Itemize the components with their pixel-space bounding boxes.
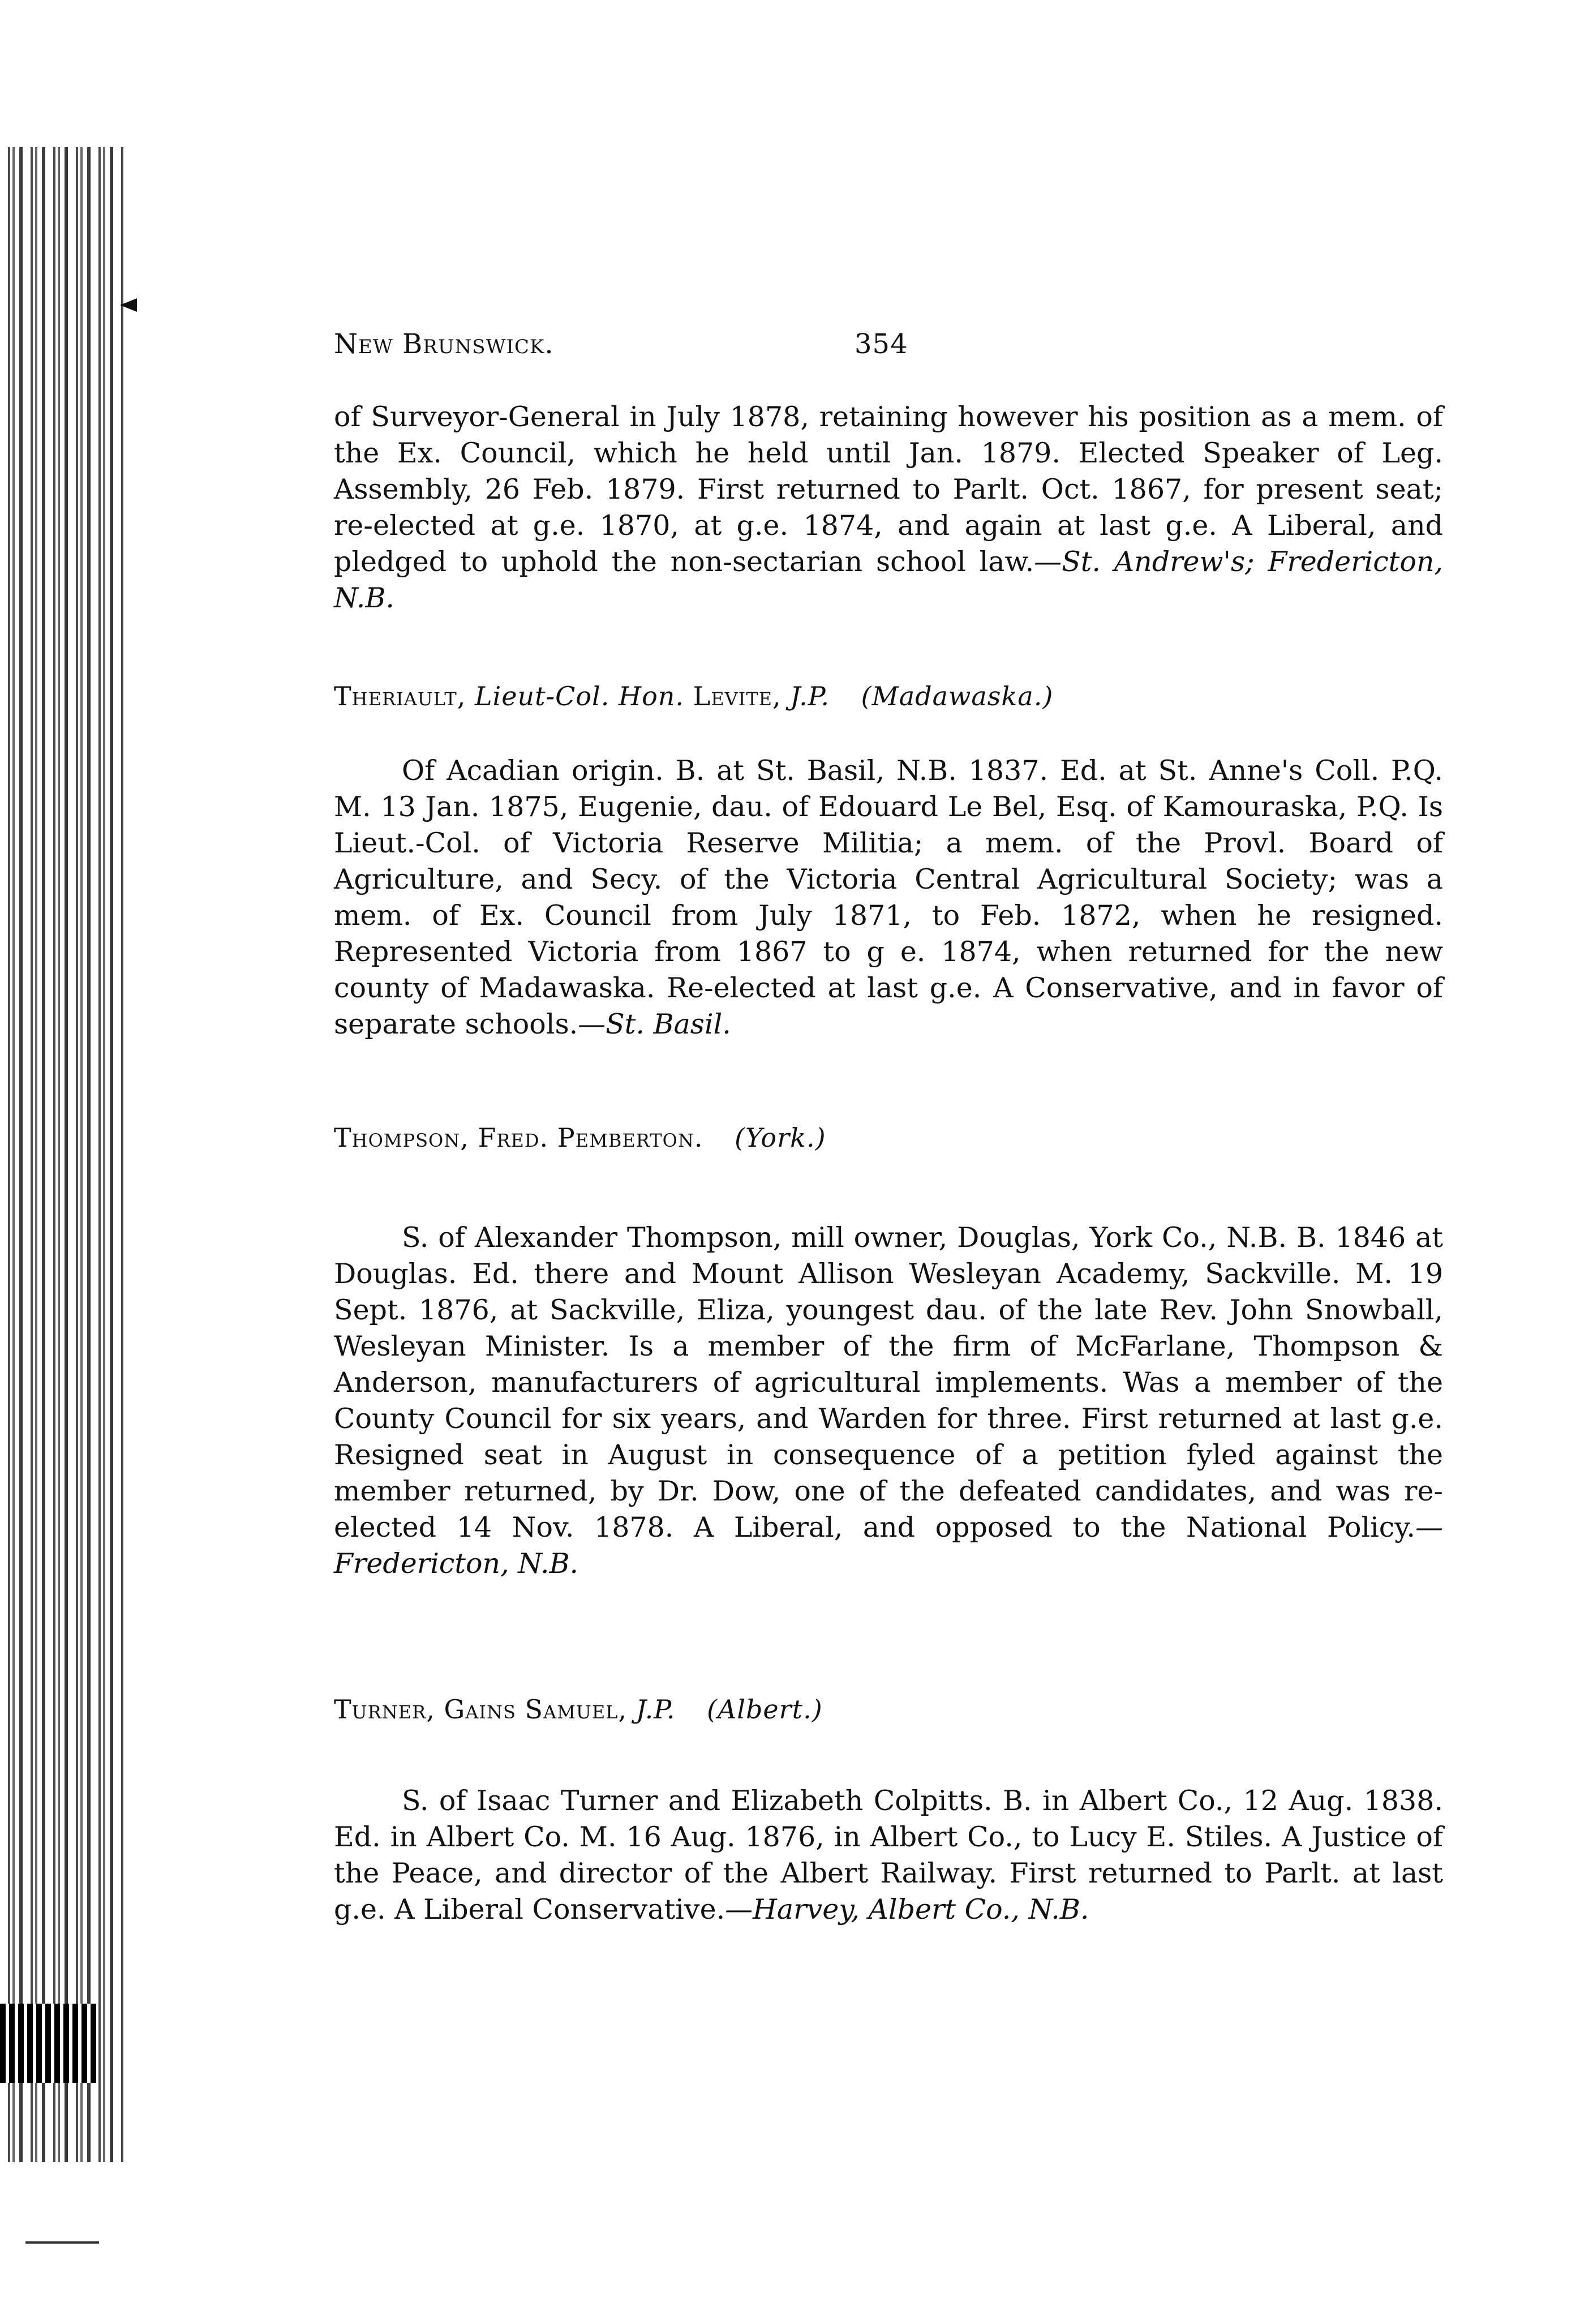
running-title: New Brunswick. [334,328,554,360]
entry-turner-body [334,1783,1443,1928]
continuation-text: of Surveyor-General in July 1878, retaining however his position as a mem. of the Ex. Council, which he held until Jan. 1879. Elected Speaker of Leg. Assembly, 26 Feb. 1879. First returned to Parlt. Oct. 1867, for present seat; re-elected at g.e. 1870, at g.e. 1874, and again at last g.e. A Liberal, and pledged to uphold the non-sectarian school law. [334,401,1443,578]
entry-surname: Turner, [334,1694,435,1725]
entry-surname: Theriault, [334,681,466,711]
entry-thompson-body [334,1220,1443,1582]
entry-suffix: J.P. [636,1694,676,1725]
entry-seat: (Albert.) [707,1694,823,1725]
entry-suffix: J.P. [790,681,830,711]
entry-given-name: Levite, [693,681,782,711]
entry-given-name: Fred. Pemberton. [478,1122,703,1153]
entry-given-name: Gains Samuel, [444,1694,628,1725]
scan-binding-block [0,2004,96,2083]
entry-surname: Thompson, [334,1122,469,1153]
entry-address: —Harvey, Albert Co., N.B. [725,1893,1089,1926]
entry-address: —Fredericton, N.B. [334,1511,1443,1580]
entry-paragraph [334,753,1443,1043]
entry-heading [334,1692,1443,1726]
entry-title: Lieut-Col. Hon. [475,681,685,711]
entry-heading [334,1121,1443,1155]
scan-margin-mark [25,2241,99,2244]
entry-text: S. of Isaac Turner and Elizabeth Colpitts. B. in Albert Co., 12 Aug. 1838. Ed. in Albert Co. M. 16 Aug. 1876, in Albert Co., to Lucy E. Stiles. A Justice of the Peace, and director of the Albert Railway. First returned to Parlt. at last g.e. A Liberal Conservative. [334,1785,1443,1926]
entry-heading [334,679,1443,713]
entry-paragraph [334,1220,1443,1582]
entry-theriault [334,679,1443,713]
continuation-paragraph [334,399,1443,616]
entry-text: S. of Alexander Thompson, mill owner, Douglas, York Co., N.B. B. 1846 at Douglas. Ed. there and Mount Allison Wesleyan Academy, Sackville. M. 19 Sept. 1876, at Sackville, Eliza, youngest dau. of the late Rev. John Snowball, Wesleyan Minister. Is a member of the firm of McFarlane, Thompson & Anderson, manufacturers of agricultural implements. Was a member of the County Council for six years, and Warden for three. First returned at last g.e. Resigned seat in August in consequence of a petition fyled against the member returned, by Dr. Dow, one of the defeated candidates, and was re-elected 14 Nov. 1878. A Liberal, and opposed to the National Policy. [334,1221,1443,1543]
page-header [334,328,1443,362]
entry-thompson [334,1121,1443,1155]
entry-address: —St. Basil. [578,1008,731,1040]
scan-binding-edge [0,147,124,2162]
continuation-entry [334,399,1443,616]
entry-paragraph [334,1783,1443,1928]
margin-pointer-mark [120,298,137,312]
entry-theriault-body [334,753,1443,1043]
continuation-address: —St. Andrew's; Fredericton, N.B. [334,546,1443,614]
page-number: 354 [855,328,908,360]
entry-turner [334,1692,1443,1726]
entry-text: Of Acadian origin. B. at St. Basil, N.B. 1837. Ed. at St. Anne's Coll. P.Q. M. 13 Jan. 1875, Eugenie, dau. of Edouard Le Bel, Esq. of Kamouraska, P.Q. Is Lieut.-Col. of Victoria Reserve Militia; a mem. of the Provl. Board of Agriculture, and Secy. of the Victoria Central Agricultural Society; was a mem. of Ex. Council from July 1871, to Feb. 1872, when he resigned. Represented Victoria from 1867 to g e. 1874, when returned for the new county of Madawaska. Re-elected at last g.e. A Conservative, and in favor of separate schools. [334,754,1443,1040]
entry-seat: (Madawaska.) [861,681,1054,711]
entry-seat: (York.) [735,1122,826,1153]
